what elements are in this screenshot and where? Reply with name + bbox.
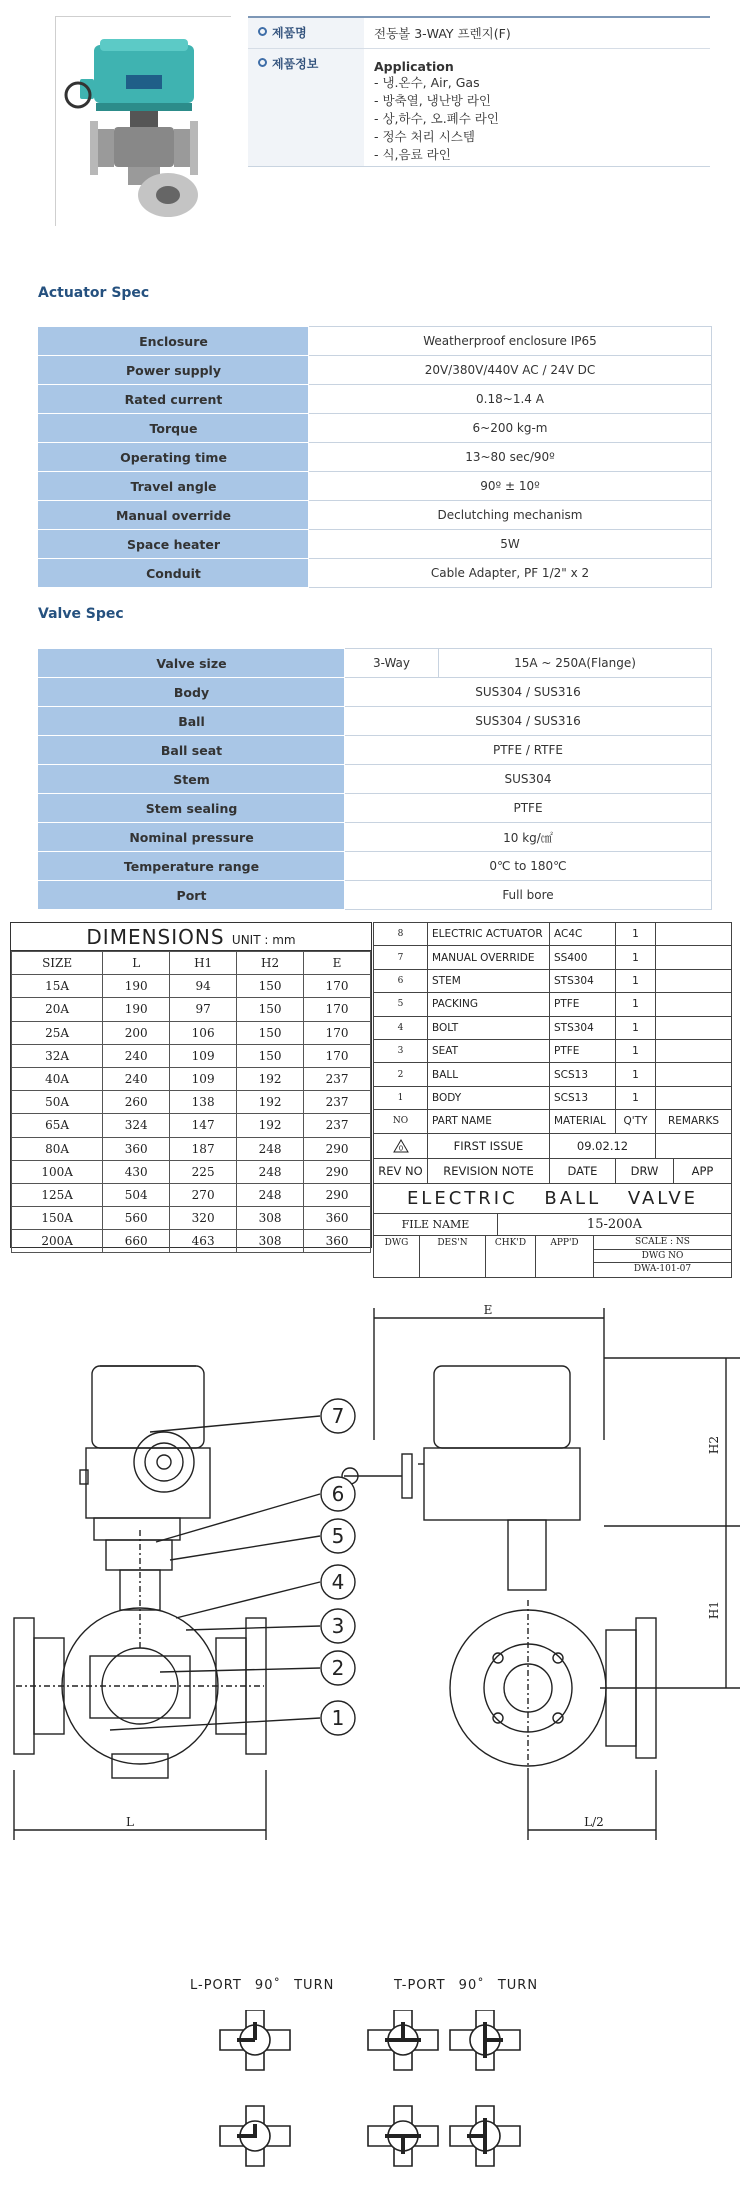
dimensions-cell: 109 bbox=[170, 1044, 237, 1067]
dimensions-cell: 190 bbox=[103, 998, 170, 1021]
parts-qty: 1 bbox=[616, 993, 656, 1016]
file-name-value: 15-200A bbox=[586, 1216, 643, 1232]
revision-note-header: REVISION NOTE bbox=[428, 1159, 550, 1183]
spec-key: Travel angle bbox=[39, 472, 309, 501]
parts-remarks bbox=[656, 1086, 732, 1109]
parts-material: SCS13 bbox=[550, 1086, 616, 1109]
dimensions-cell: 660 bbox=[103, 1230, 170, 1253]
parts-no: 8 bbox=[374, 923, 428, 946]
spec-key: Ball seat bbox=[39, 736, 345, 765]
parts-material: AC4C bbox=[550, 923, 616, 946]
l-port-label: L-PORT 90˚ TURN bbox=[190, 1978, 335, 1993]
parts-remarks bbox=[656, 1039, 732, 1062]
parts-material: STS304 bbox=[550, 969, 616, 992]
parts-name: SEAT bbox=[428, 1039, 550, 1062]
dimensions-cell: 248 bbox=[237, 1160, 304, 1183]
spec-value: Cable Adapter, PF 1/2" x 2 bbox=[309, 559, 712, 588]
issue-label: FIRST ISSUE bbox=[428, 1134, 550, 1158]
parts-table bbox=[373, 922, 732, 1134]
dim-label-e: E bbox=[483, 1303, 493, 1317]
parts-remarks bbox=[656, 1063, 732, 1086]
revision-header-row bbox=[373, 1159, 732, 1184]
parts-material: PTFE bbox=[550, 1039, 616, 1062]
spec-row bbox=[39, 765, 712, 794]
rev-app-header: APP bbox=[691, 1163, 714, 1178]
dimensions-row bbox=[12, 1160, 371, 1183]
spec-row bbox=[39, 501, 712, 530]
dimensions-cell: 100A bbox=[12, 1160, 103, 1183]
dim-header: L bbox=[103, 952, 170, 975]
issue-date: 09.02.12 bbox=[550, 1134, 656, 1158]
spec-key: Power supply bbox=[39, 356, 309, 385]
parts-name: ELECTRIC ACTUATOR bbox=[428, 923, 550, 946]
parts-header-material: MATERIAL bbox=[550, 1110, 616, 1133]
spec-row bbox=[39, 852, 712, 881]
dimensions-title bbox=[11, 923, 371, 951]
spec-key: Enclosure bbox=[39, 327, 309, 356]
scale-dwg-block bbox=[594, 1236, 731, 1277]
dimensions-body bbox=[12, 975, 371, 1253]
dimensions-cell: 430 bbox=[103, 1160, 170, 1183]
callout-6: 6 bbox=[331, 1482, 345, 1506]
dim-label-l: L bbox=[126, 1815, 134, 1829]
t-port-label: T-PORT 90˚ TURN bbox=[394, 1978, 539, 1993]
dimensions-header-row bbox=[12, 952, 371, 975]
parts-name: BOLT bbox=[428, 1016, 550, 1039]
parts-remarks bbox=[656, 946, 732, 969]
parts-qty: 1 bbox=[616, 1063, 656, 1086]
parts-qty: 1 bbox=[616, 946, 656, 969]
dimensions-cell: 260 bbox=[103, 1091, 170, 1114]
parts-name: MANUAL OVERRIDE bbox=[428, 946, 550, 969]
dimensions-cell: 97 bbox=[170, 998, 237, 1021]
spec-row bbox=[39, 707, 712, 736]
dimensions-cell: 360 bbox=[304, 1207, 371, 1230]
dimensions-cell: 192 bbox=[237, 1067, 304, 1090]
rev-drw-header: DRW bbox=[616, 1159, 674, 1183]
dimensions-cell: 15A bbox=[12, 975, 103, 998]
dim-label-h1: H1 bbox=[707, 1600, 721, 1620]
dimensions-row bbox=[12, 1230, 371, 1253]
t-port-diagram-3 bbox=[368, 2106, 438, 2166]
spec-value: 0℃ to 180℃ bbox=[345, 852, 712, 881]
spec-value: 6~200 kg-m bbox=[309, 414, 712, 443]
parts-qty: 1 bbox=[616, 969, 656, 992]
spec-key: Rated current bbox=[39, 385, 309, 414]
application-item: - 냉.온수, Air, Gas bbox=[374, 75, 480, 90]
dimensions-cell: 20A bbox=[12, 998, 103, 1021]
spec-value: 0.18~1.4 A bbox=[309, 385, 712, 414]
product-info-panel bbox=[248, 16, 710, 167]
dimensions-cell: 237 bbox=[304, 1114, 371, 1137]
spec-row bbox=[39, 472, 712, 501]
issue-blank bbox=[656, 1134, 731, 1158]
rev-date-header: DATE bbox=[550, 1159, 616, 1183]
parts-header-no: NO bbox=[374, 1110, 428, 1133]
sig-design: DES'N bbox=[420, 1236, 486, 1277]
dimensions-row bbox=[12, 1091, 371, 1114]
spec-key: Stem sealing bbox=[39, 794, 345, 823]
callout-1: 1 bbox=[331, 1706, 345, 1730]
dimensions-cell: 170 bbox=[304, 1021, 371, 1044]
spec-row bbox=[39, 881, 712, 910]
dimensions-row bbox=[12, 998, 371, 1021]
svg-text:0: 0 bbox=[398, 1144, 403, 1153]
dimensions-cell: 94 bbox=[170, 975, 237, 998]
parts-remarks bbox=[656, 993, 732, 1016]
spec-value: Full bore bbox=[345, 881, 712, 910]
parts-row bbox=[374, 1063, 732, 1086]
spec-value: PTFE bbox=[345, 794, 712, 823]
spec-key: Space heater bbox=[39, 530, 309, 559]
spec-value: 13~80 sec/90º bbox=[309, 443, 712, 472]
dimensions-row bbox=[12, 1021, 371, 1044]
l-port-diagram-1 bbox=[220, 2010, 290, 2070]
dimensions-cell: 170 bbox=[304, 998, 371, 1021]
dimensions-cell: 150 bbox=[237, 975, 304, 998]
dim-label-h2: H2 bbox=[707, 1435, 721, 1455]
spec-value: 5W bbox=[309, 530, 712, 559]
product-info-label bbox=[248, 49, 364, 166]
dimensions-cell: 463 bbox=[170, 1230, 237, 1253]
scale-text: SCALE : NS bbox=[594, 1236, 731, 1250]
application-item: - 상,하수, 오.폐수 라인 bbox=[374, 111, 499, 126]
parts-row bbox=[374, 923, 732, 946]
spec-value: 90º ± 10º bbox=[309, 472, 712, 501]
parts-row bbox=[374, 993, 732, 1016]
parts-row bbox=[374, 1086, 732, 1109]
parts-qty: 1 bbox=[616, 1039, 656, 1062]
parts-name: BODY bbox=[428, 1086, 550, 1109]
dimensions-cell: 65A bbox=[12, 1114, 103, 1137]
product-name-label-text: 제품명 bbox=[272, 26, 307, 40]
spec-row bbox=[39, 530, 712, 559]
product-name-value: 전동볼 3-WAY 프렌지(F) bbox=[374, 26, 511, 41]
dimensions-cell: 240 bbox=[103, 1044, 170, 1067]
dimensions-row bbox=[12, 1183, 371, 1206]
dim-label-l2: L/2 bbox=[584, 1815, 604, 1829]
dimensions-cell: 200 bbox=[103, 1021, 170, 1044]
spec-value: SUS304 / SUS316 bbox=[345, 707, 712, 736]
dimensions-cell: 40A bbox=[12, 1067, 103, 1090]
parts-remarks bbox=[656, 1016, 732, 1039]
valve-size-range: 15A ~ 250A(Flange) bbox=[439, 649, 712, 678]
parts-row bbox=[374, 946, 732, 969]
dimensions-cell: 50A bbox=[12, 1091, 103, 1114]
file-name-label: FILE NAME bbox=[374, 1214, 498, 1235]
valve-photo-illustration bbox=[56, 17, 232, 227]
spec-key: Torque bbox=[39, 414, 309, 443]
dimensions-cell: 200A bbox=[12, 1230, 103, 1253]
spec-key: Stem bbox=[39, 765, 345, 794]
dimensions-cell: 109 bbox=[170, 1067, 237, 1090]
parts-header-qty: Q'TY bbox=[616, 1110, 656, 1133]
callout-7: 7 bbox=[331, 1404, 345, 1428]
actuator-spec-table bbox=[38, 326, 712, 588]
product-name-row bbox=[248, 18, 710, 49]
parts-qty: 1 bbox=[616, 1086, 656, 1109]
parts-header-name: PART NAME bbox=[428, 1110, 550, 1133]
sig-dwg: DWG bbox=[374, 1236, 420, 1277]
dimensions-row bbox=[12, 1137, 371, 1160]
dim-header: H1 bbox=[170, 952, 237, 975]
dimensions-cell: 320 bbox=[170, 1207, 237, 1230]
dwg-no-label: DWG NO bbox=[594, 1250, 731, 1263]
dimensions-cell: 248 bbox=[237, 1137, 304, 1160]
parts-row bbox=[374, 1039, 732, 1062]
application-item: - 식,음료 라인 bbox=[374, 147, 451, 162]
spec-value: SUS304 / SUS316 bbox=[345, 678, 712, 707]
dimensions-table bbox=[11, 951, 371, 1253]
spec-row bbox=[39, 649, 712, 678]
parts-no: 4 bbox=[374, 1016, 428, 1039]
dimensions-cell: 138 bbox=[170, 1091, 237, 1114]
dimensions-cell: 147 bbox=[170, 1114, 237, 1137]
dimensions-cell: 504 bbox=[103, 1183, 170, 1206]
l-port-diagram-2 bbox=[220, 2106, 290, 2166]
spec-row bbox=[39, 327, 712, 356]
t-port-diagram-4 bbox=[450, 2106, 520, 2166]
rev-no-header: REV NO bbox=[374, 1159, 428, 1183]
dimensions-row bbox=[12, 1067, 371, 1090]
dimensions-row bbox=[12, 1114, 371, 1137]
dimensions-cell: 248 bbox=[237, 1183, 304, 1206]
parts-name: STEM bbox=[428, 969, 550, 992]
dimensions-cell: 360 bbox=[304, 1230, 371, 1253]
t-port-diagram-1 bbox=[368, 2010, 438, 2070]
dimensions-cell: 170 bbox=[304, 975, 371, 998]
dimensions-cell: 170 bbox=[304, 1044, 371, 1067]
dimensions-cell: 150 bbox=[237, 1044, 304, 1067]
signature-row bbox=[373, 1236, 732, 1278]
product-photo bbox=[55, 16, 231, 226]
parts-material: PTFE bbox=[550, 993, 616, 1016]
dimensions-cell: 25A bbox=[12, 1021, 103, 1044]
dim-header: SIZE bbox=[12, 952, 103, 975]
spec-key: Port bbox=[39, 881, 345, 910]
dimensions-cell: 32A bbox=[12, 1044, 103, 1067]
dim-header: H2 bbox=[237, 952, 304, 975]
spec-key: Conduit bbox=[39, 559, 309, 588]
file-name-row bbox=[373, 1214, 732, 1236]
parts-no: 2 bbox=[374, 1063, 428, 1086]
dimensions-row bbox=[12, 1044, 371, 1067]
spec-row bbox=[39, 678, 712, 707]
spec-row bbox=[39, 414, 712, 443]
parts-name: PACKING bbox=[428, 993, 550, 1016]
dimensions-cell: 192 bbox=[237, 1114, 304, 1137]
dimensions-cell: 270 bbox=[170, 1183, 237, 1206]
spec-key: Manual override bbox=[39, 501, 309, 530]
dimensions-cell: 187 bbox=[170, 1137, 237, 1160]
product-name-label bbox=[248, 18, 364, 48]
parts-body bbox=[374, 923, 732, 1110]
parts-name: BALL bbox=[428, 1063, 550, 1086]
dimensions-cell: 560 bbox=[103, 1207, 170, 1230]
parts-no: 3 bbox=[374, 1039, 428, 1062]
dimensions-cell: 290 bbox=[304, 1137, 371, 1160]
parts-no: 6 bbox=[374, 969, 428, 992]
dimensions-cell: 225 bbox=[170, 1160, 237, 1183]
actuator-spec-title: Actuator Spec bbox=[38, 285, 150, 301]
dimensions-row bbox=[12, 1207, 371, 1230]
dimensions-cell: 150 bbox=[237, 1021, 304, 1044]
parts-remarks bbox=[656, 969, 732, 992]
dimensions-cell: 290 bbox=[304, 1160, 371, 1183]
callout-5: 5 bbox=[331, 1524, 345, 1548]
dimensions-cell: 240 bbox=[103, 1067, 170, 1090]
dimensions-cell: 80A bbox=[12, 1137, 103, 1160]
dimensions-table-box bbox=[10, 922, 372, 1248]
spec-value: Declutching mechanism bbox=[309, 501, 712, 530]
spec-value: 10 kg/㎠ bbox=[345, 823, 712, 852]
spec-key: Ball bbox=[39, 707, 345, 736]
spec-row bbox=[39, 559, 712, 588]
application-item: - 정수 처리 시스템 bbox=[374, 129, 475, 144]
valve-size-type: 3-Way bbox=[345, 649, 439, 678]
parts-no: 5 bbox=[374, 993, 428, 1016]
t-port-diagram-2 bbox=[450, 2010, 520, 2070]
valve-spec-table bbox=[38, 648, 712, 910]
dim-header: E bbox=[304, 952, 371, 975]
spec-value: SUS304 bbox=[345, 765, 712, 794]
parts-remarks bbox=[656, 923, 732, 946]
spec-value: Weatherproof enclosure IP65 bbox=[309, 327, 712, 356]
drawing-title: ELECTRIC BALL VALVE bbox=[373, 1184, 732, 1214]
callout-4: 4 bbox=[331, 1570, 345, 1594]
port-turn-diagrams bbox=[200, 2010, 540, 2176]
product-info-label-text: 제품정보 bbox=[272, 57, 319, 71]
dimensions-cell: 150 bbox=[237, 998, 304, 1021]
revision-triangle-icon bbox=[374, 1134, 428, 1158]
dimensions-row bbox=[12, 975, 371, 998]
callout-2: 2 bbox=[331, 1656, 345, 1680]
parts-header-row bbox=[374, 1110, 732, 1133]
parts-header-remarks: REMARKS bbox=[656, 1110, 732, 1133]
valve-spec-title: Valve Spec bbox=[38, 606, 124, 622]
product-info-row bbox=[248, 49, 710, 166]
dimensions-cell: 150A bbox=[12, 1207, 103, 1230]
spec-value: PTFE / RTFE bbox=[345, 736, 712, 765]
spec-key: Nominal pressure bbox=[39, 823, 345, 852]
spec-key: Temperature range bbox=[39, 852, 345, 881]
spec-row bbox=[39, 443, 712, 472]
parts-row bbox=[374, 1016, 732, 1039]
sig-check: CHK'D bbox=[486, 1236, 536, 1277]
spec-row bbox=[39, 823, 712, 852]
dimensions-cell: 324 bbox=[103, 1114, 170, 1137]
dimensions-cell: 237 bbox=[304, 1091, 371, 1114]
callout-3: 3 bbox=[331, 1614, 345, 1638]
parts-row bbox=[374, 969, 732, 992]
product-info-value bbox=[364, 49, 710, 166]
dimensions-cell: 237 bbox=[304, 1067, 371, 1090]
dimensions-cell: 192 bbox=[237, 1091, 304, 1114]
dimensions-cell: 190 bbox=[103, 975, 170, 998]
parts-no: 1 bbox=[374, 1086, 428, 1109]
dimensions-cell: 290 bbox=[304, 1183, 371, 1206]
dimensions-cell: 125A bbox=[12, 1183, 103, 1206]
application-item: - 방축열, 냉난방 라인 bbox=[374, 93, 492, 108]
parts-material: SS400 bbox=[550, 946, 616, 969]
dimensions-unit: UNIT : mm bbox=[231, 933, 296, 947]
dimensions-cell: 308 bbox=[237, 1207, 304, 1230]
application-heading: Application bbox=[374, 59, 454, 74]
sig-approve: APP'D bbox=[536, 1236, 594, 1277]
spec-row bbox=[39, 385, 712, 414]
dimensions-cell: 360 bbox=[103, 1137, 170, 1160]
parts-qty: 1 bbox=[616, 923, 656, 946]
spec-key: Valve size bbox=[39, 649, 345, 678]
spec-row bbox=[39, 356, 712, 385]
dimensions-title-text: DIMENSIONS bbox=[86, 925, 225, 949]
parts-no: 7 bbox=[374, 946, 428, 969]
spec-key: Operating time bbox=[39, 443, 309, 472]
parts-material: SCS13 bbox=[550, 1063, 616, 1086]
spec-row bbox=[39, 794, 712, 823]
parts-qty: 1 bbox=[616, 1016, 656, 1039]
bullet-circle-icon bbox=[258, 27, 267, 36]
spec-row bbox=[39, 736, 712, 765]
issue-row bbox=[373, 1134, 732, 1159]
spec-key: Body bbox=[39, 678, 345, 707]
dwg-no-value: DWA-101-07 bbox=[633, 1263, 692, 1274]
bullet-circle-icon bbox=[258, 58, 267, 67]
dimensions-cell: 308 bbox=[237, 1230, 304, 1253]
parts-title-block bbox=[373, 922, 732, 1292]
spec-value: 20V/380V/440V AC / 24V DC bbox=[309, 356, 712, 385]
dimensions-cell: 106 bbox=[170, 1021, 237, 1044]
parts-material: STS304 bbox=[550, 1016, 616, 1039]
valve-section-drawing bbox=[0, 1300, 740, 1870]
